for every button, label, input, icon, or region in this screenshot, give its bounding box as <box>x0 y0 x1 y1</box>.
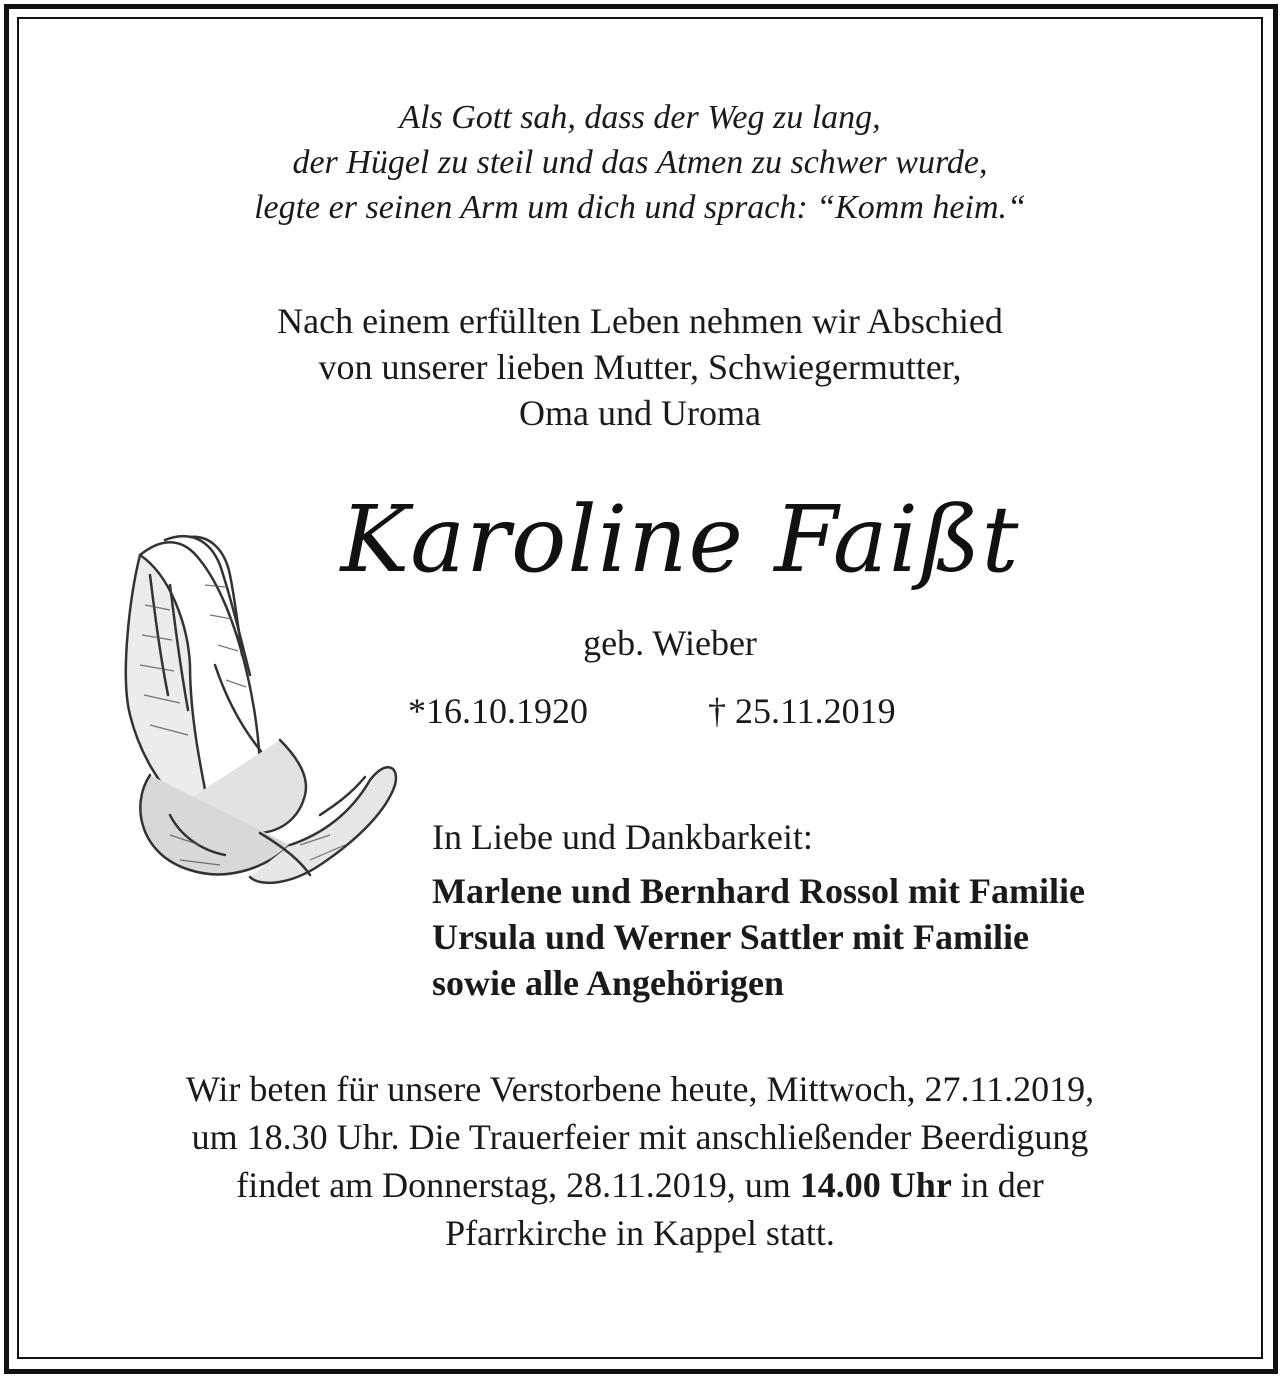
signer: Ursula und Werner Sattler mit Familie <box>432 917 1029 957</box>
intro-text <box>0 298 1280 436</box>
mourners-block <box>432 814 1232 1006</box>
poem-line: der Hügel zu steil und das Atmen zu schwer wurde, <box>292 144 988 181</box>
intro-line: Oma und Uroma <box>519 393 761 433</box>
service-line: Wir beten für unsere Verstorbene heute, Mittwoch, 27.11.2019, <box>185 1069 1095 1109</box>
service-info <box>0 1065 1280 1257</box>
service-line: um 18.30 Uhr. Die Trauerfeier mit anschließender Beerdigung <box>191 1117 1089 1157</box>
mourners-heading: In Liebe und Dankbarkeit: <box>432 817 813 857</box>
intro-line: Nach einem erfüllten Leben nehmen wir Abschied <box>277 301 1003 341</box>
intro-line: von unserer lieben Mutter, Schwiegermutter, <box>318 347 962 387</box>
signers-list <box>432 868 1232 1006</box>
maiden-name: geb. Wieber <box>583 623 757 663</box>
service-line: Pfarrkirche in Kappel statt. <box>445 1213 835 1253</box>
service-line <box>0 1161 1280 1209</box>
service-time: 14.00 Uhr <box>799 1165 952 1205</box>
service-text: in der <box>951 1165 1044 1205</box>
death-date: † 25.11.2019 <box>708 691 896 731</box>
deceased-name: Karoline Faißt <box>340 486 1020 593</box>
signer: sowie alle Angehörigen <box>432 963 784 1003</box>
service-text: findet am Donnerstag, 28.11.2019, um <box>236 1165 800 1205</box>
birth-date: *16.10.1920 <box>408 691 588 731</box>
poem <box>0 95 1280 230</box>
signer: Marlene und Bernhard Rossol mit Familie <box>432 871 1085 911</box>
poem-line: Als Gott sah, dass der Weg zu lang, <box>399 99 881 136</box>
poem-line: legte er seinen Arm um dich und sprach: “Komm heim.“ <box>254 189 1026 226</box>
